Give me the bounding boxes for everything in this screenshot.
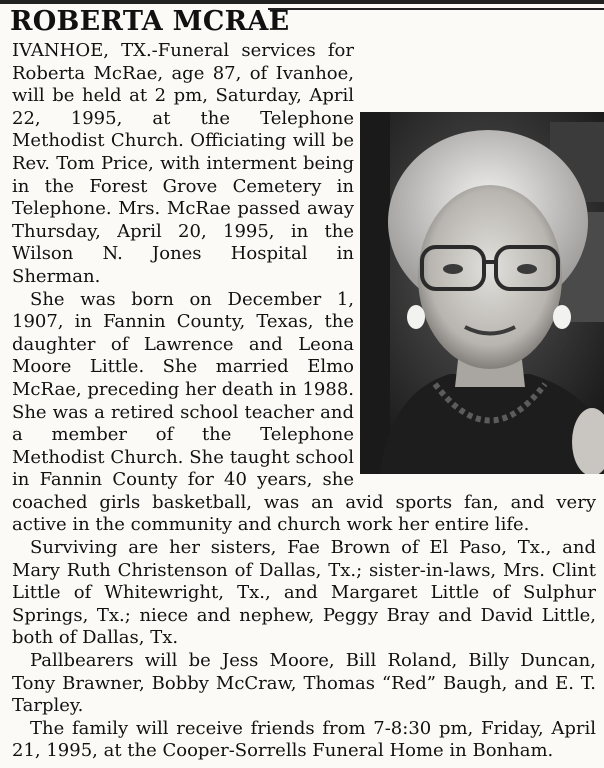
paragraph-survivors: Surviving are her sisters, Fae Brown of El Paso, Tx., and Mary Ruth Christenson of Dallas, Tx.; sister-in-laws, Mrs. Clint Little of Whitewright, Tx., and Margaret Little of Sulphur Springs, Tx.; niece and nephew, Peggy Bray and David Little, both of Dallas, Tx.	[12, 537, 596, 649]
paragraph-services: IVANHOE, TX.-Funeral services for Roberta McRae, age 87, of Ivanhoe, will be held at 2 pm, Saturday, April 22, 1995, at the Telephone Methodist Church. Officiating will be Rev. Tom Price, with interment being in the Forest Grove Cemetery in Telephone. Mrs. McRae passed away Thursday, April 20, 1995, in the Wilson N. Jones Hospital in Sherman.	[12, 40, 354, 287]
obituary-body	[12, 40, 596, 763]
paragraph-visitation: The family will receive friends from 7-8:30 pm, Friday, April 21, 1995, at the Cooper-Sorrells Funeral Home in Bonham.	[12, 717, 596, 762]
obituary-headline: ROBERTA MCRAE	[10, 6, 290, 37]
portrait-photo-icon	[360, 112, 604, 474]
top-border-rule	[0, 0, 604, 4]
header-rule	[268, 8, 604, 10]
paragraph-biography: She was born on December 1, 1907, in Fannin County, Texas, the daughter of Lawrence and Leona Moore Little. She married Elmo McRae, preceding her death in 1988. She was a retired school teacher and a member of the Telephone Methodist Church. She taught school in Fannin County for 40 years, she coached girls basketball, was an avid sports fan, and very active in the community and church work her entire life.	[12, 288, 596, 536]
portrait-photo	[360, 112, 604, 474]
paragraph-pallbearers: Pallbearers will be Jess Moore, Bill Roland, Billy Duncan, Tony Brawner, Bobby McCraw, Thomas “Red” Baugh, and E. T. Tarpley.	[12, 650, 596, 717]
